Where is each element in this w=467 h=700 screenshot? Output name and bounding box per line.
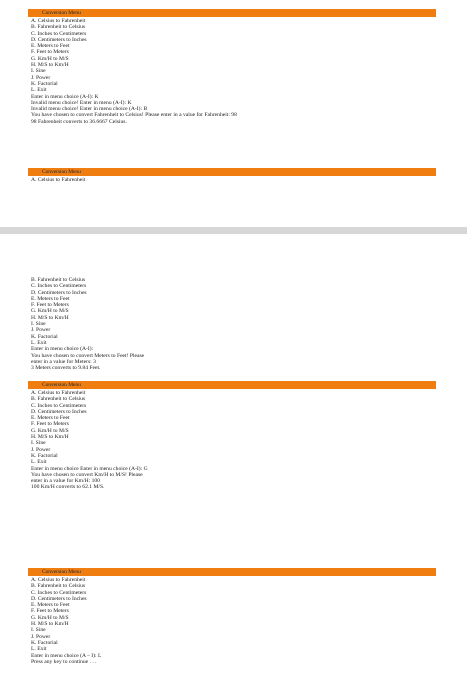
console-line: B. Fahrenheit to Celsius [31,583,86,590]
console-line: E. Meters to Feet [31,43,70,50]
console-line: F. Feet to Meters [31,421,69,428]
menu-title: Conversion Menu [42,10,81,16]
console-line: 3 Meters converts to 9.84 Feet. [31,365,101,372]
console-line: You have chosen to convert Fahrenheit to Celsius! Please enter in a value for Fahrenheit: 98 [31,112,237,119]
console-line: L. Exit [31,459,47,466]
console-line: Enter in menu choice (A-I): [31,346,94,353]
console-line: J. Power [31,74,51,81]
console-line: Enter in menu choice Enter in menu choice (A-I): G [31,465,148,472]
console-output-block-3 [31,277,144,371]
console-line: G. Km/H to M/S [31,427,69,434]
console-line: Enter in menu choice (A-I): K [31,93,99,100]
console-output-block-5 [31,577,101,665]
console-line: L. Exit [31,646,47,653]
console-line: E. Meters to Feet [31,295,70,302]
console-line: Invalid menu choice! Enter in menu choice (A-I): B [31,106,148,113]
console-output-block-1 [31,18,237,125]
console-line: J. Power [31,327,51,334]
console-line: Enter in menu choice (A – I): L [31,652,102,659]
console-line: L. Exit [31,87,47,94]
console-line: D. Centimeters to Inches [31,408,87,415]
console-line: I. Sine [31,68,46,75]
menu-header-bar [28,9,436,17]
console-line: D. Centimeters to Inches [31,36,87,43]
console-line: J. Power [31,633,51,640]
console-line: F. Feet to Meters [31,49,69,56]
console-line: E. Meters to Feet [31,415,70,422]
console-line: F. Feet to Meters [31,608,69,615]
console-line: 100 Km/H converts to 62.1 M/S. [31,484,105,491]
console-line: I. Sine [31,321,46,328]
console-line: 98 Fahrenheit converts to 36.6667 Celsius. [31,118,127,125]
console-line: A. Celsius to Fahrenheit [31,18,86,24]
console-line: I. Sine [31,440,46,447]
console-line: H. M/S to Km/H [31,621,69,628]
console-line: C. Inches to Centimeters [31,589,87,596]
console-line: K. Factorial [31,333,58,340]
console-line: K. Factorial [31,639,58,646]
console-line: You have chosen to convert Meters to Feet! Please [31,352,145,359]
console-line: J. Power [31,446,51,453]
console-line: K. Factorial [31,80,58,87]
console-line: E. Meters to Feet [31,602,70,609]
console-line: I. Sine [31,627,46,634]
console-line: D. Centimeters to Inches [31,289,87,296]
console-line: H. M/S to Km/H [31,62,69,69]
menu-header-bar [28,568,436,576]
console-line: G. Km/H to M/S [31,55,69,62]
console-line: H. M/S to Km/H [31,314,69,321]
console-line: B. Fahrenheit to Celsius [31,24,86,31]
console-output-block-4 [31,390,148,491]
console-line: F. Feet to Meters [31,302,69,309]
console-line: A. Celsius to Fahrenheit [31,177,86,183]
menu-title: Conversion Menu [42,382,81,388]
console-line: B. Fahrenheit to Celsius [31,277,86,283]
console-line: C. Inches to Centimeters [31,283,87,290]
page-divider [0,227,467,234]
menu-title: Conversion Menu [42,169,81,175]
console-line: A. Celsius to Fahrenheit [31,577,86,583]
console-line: C. Inches to Centimeters [31,402,87,409]
menu-title: Conversion Menu [42,569,81,575]
console-line: K. Factorial [31,452,58,459]
console-line: A. Celsius to Fahrenheit [31,390,86,396]
console-line: B. Fahrenheit to Celsius [31,396,86,403]
console-line: D. Centimeters to Inches [31,595,87,602]
console-output-block-2 [31,177,85,183]
console-line: G. Km/H to M/S [31,308,69,315]
console-line: You have chosen to convert Km/H to M/S! Please [31,471,143,478]
console-line: H. M/S to Km/H [31,434,69,441]
console-line: C. Inches to Centimeters [31,30,87,37]
console-line: enter in a value for Meters: 3 [31,358,96,365]
console-line: enter in a value for Km/H: 100 [31,478,100,485]
menu-header-bar [28,168,436,176]
console-line: G. Km/H to M/S [31,614,69,621]
console-line: L. Exit [31,339,47,346]
console-line: Press any key to continue . . . [31,658,97,665]
menu-header-bar [28,381,436,389]
console-line: Invalid menu choice! Enter in menu (A-I): K [31,99,132,106]
